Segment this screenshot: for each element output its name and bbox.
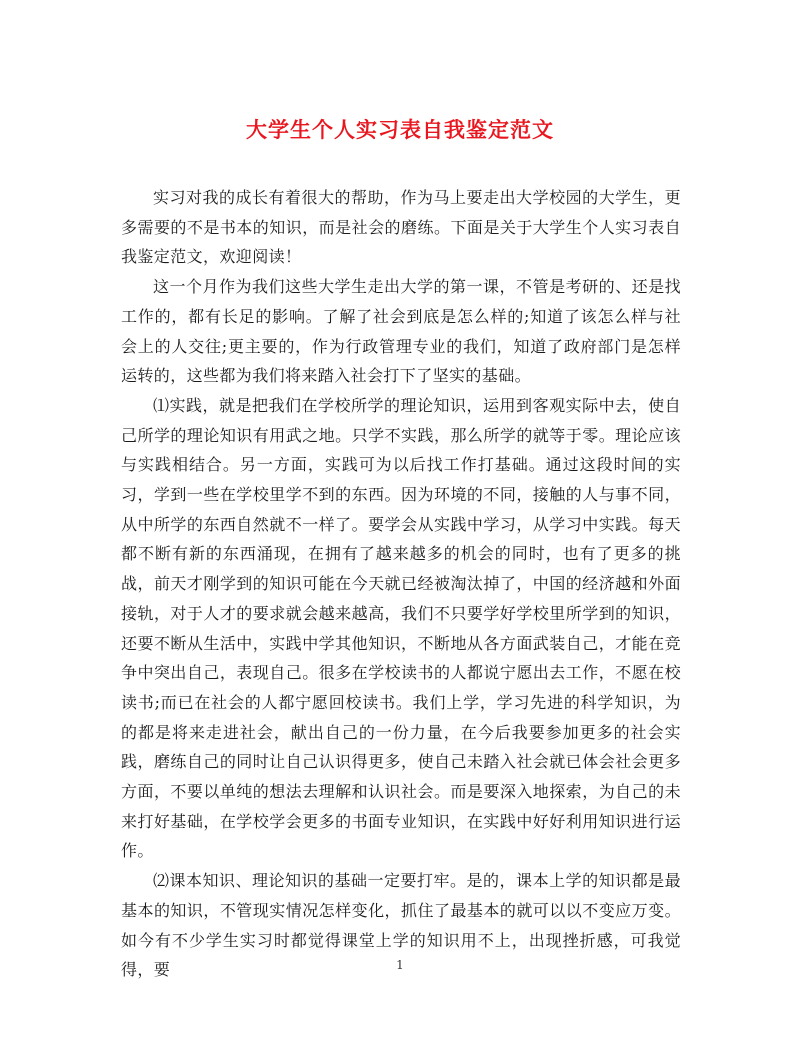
page-number: 1 [396, 958, 404, 972]
paragraph-intro: 实习对我的成长有着很大的帮助，作为马上要走出大学校园的大学生，更多需要的不是书本的知识，而是社会的磨练。下面是关于大学生个人实习表自我鉴定范文，欢迎阅读！ [121, 188, 681, 267]
document-body [121, 183, 681, 985]
paragraph-textbook-knowledge: ⑵课本知识、理论知识的基础一定要打牢。是的，课本上学的知识都是最基本的知识，不管现实情况怎样变化，抓住了最基本的就可以以不变应万变。如今有不少学生实习时都觉得课堂上学的知识用不上，出现挫折感，可我觉得，要 [121, 871, 681, 980]
paragraph-month-experience: 这一个月作为我们这些大学生走出大学的第一课，不管是考研的、还是找工作的，都有长足的影响。了解了社会到底是怎么样的;知道了该怎么样与社会上的人交往;更主要的，作为行政管理专业的我们，知道了政府部门是怎样运转的，这些都为我们将来踏入社会打下了坚实的基础。 [121, 277, 681, 386]
document-title: 大学生个人实习表自我鉴定范文 [246, 117, 554, 142]
paragraph-practice: ⑴实践，就是把我们在学校所学的理论知识，运用到客观实际中去，使自己所学的理论知识有用武之地。只学不实践，那么所学的就等于零。理论应该与实践相结合。另一方面，实践可为以后找工作打基础。通过这段时间的实习，学到一些在学校里学不到的东西。因为环境的不同，接触的人与事不同，从中所学的东西自然就不一样了。要学会从实践中学习，从学习中实践。每天都不断有新的东西涌现，在拥有了越来越多的机会的同时，也有了更多的挑战，前天才刚学到的知识可能在今天就已经被淘汰掉了，中国的经济越和外面接轨，对于人才的要求就会越来越高，我们不只要学好学校里所学到的知识，还要不断从生活中，实践中学其他知识，不断地从各方面武装自己，才能在竞争中突出自己，表现自己。很多在学校读书的人都说宁愿出去工作，不愿在校读书;而已在社会的人都宁愿回校读书。我们上学，学习先进的科学知识，为的都是将来走进社会，献出自己的一份力量，在今后我要参加更多的社会实践，磨练自己的同时让自己认识得更多，使自己未踏入社会就已体会社会更多方面，不要以单纯的想法去理解和认识社会。而是要深入地探索，为自己的未来打好基础，在学校学会更多的书面专业知识，在实践中好好利用知识进行运作。 [121, 395, 681, 861]
